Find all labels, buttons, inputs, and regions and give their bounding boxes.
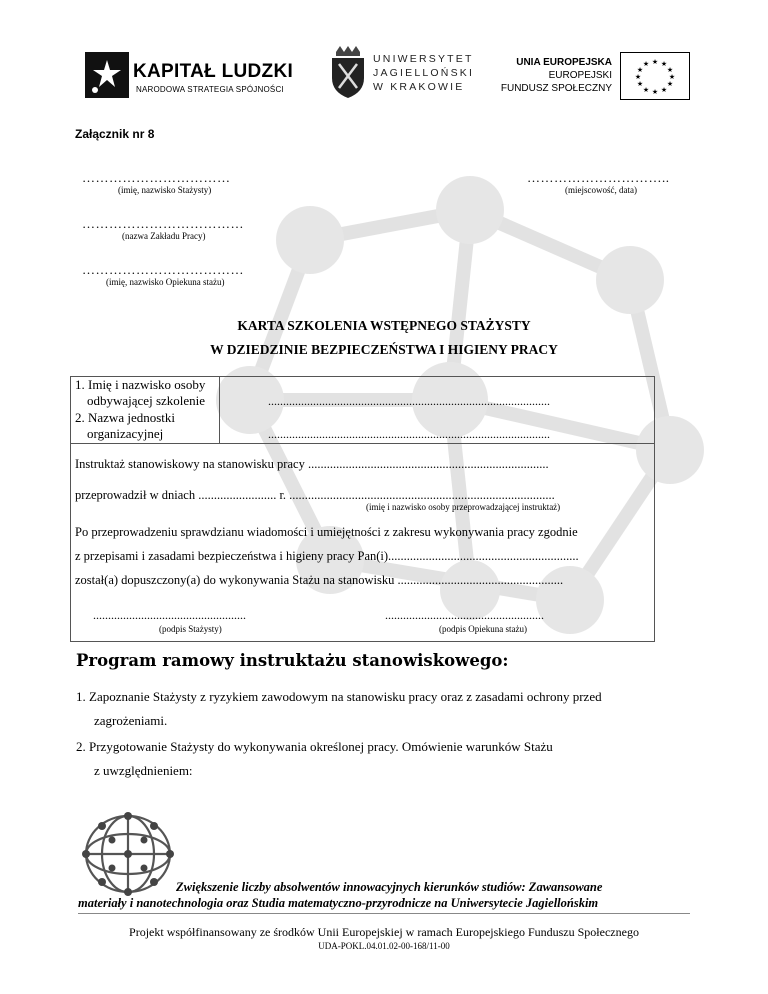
trainee-signature-caption: (podpis Stażysty) [159, 624, 222, 634]
place-date-line[interactable]: ………………………….. [527, 170, 670, 185]
training-card-box [70, 376, 655, 642]
footer-divider [78, 913, 690, 914]
footer-italic-line1: Zwiększenie liczby absolwentów innowacyjnych kierunków studiów: Zawansowane [176, 880, 603, 894]
row1-label-b: odbywającej szkolenie [87, 393, 206, 408]
trainee-name-line[interactable]: …………………………… [82, 170, 231, 185]
instruction-line[interactable]: Instruktaż stanowiskowy na stanowisku pracy ............................................................................. [75, 457, 549, 471]
molecule-logo-icon [82, 812, 174, 896]
para-line2[interactable]: z przepisami i zasadami bezpieczeństwa i higieny pracy Pan(i)............................................................. [75, 549, 579, 563]
trainee-name-caption: (imię, nazwisko Stażysty) [118, 185, 212, 195]
uj-line2: JAGIELLOŃSKI [373, 67, 475, 79]
uj-line3: W KRAKOWIE [373, 81, 465, 93]
row1-label-a: 1. Imię i nazwisko osoby [75, 377, 206, 392]
program-item-1 [76, 685, 696, 733]
kapital-ludzki-title: KAPITAŁ LUDZKI [133, 61, 294, 82]
row2-label-b: organizacyjnej [87, 426, 164, 441]
box-divider [71, 443, 654, 444]
row1-label [75, 377, 205, 409]
company-name-caption: (nazwa Zakładu Pracy) [122, 231, 206, 241]
row2-label-a: 2. Nazwa jednostki [75, 410, 176, 425]
svg-text:★: ★ [651, 88, 659, 96]
svg-text:★: ★ [636, 66, 644, 74]
company-name-line[interactable]: ……………………………… [82, 216, 244, 231]
kapital-ludzki-subtitle: NARODOWA STRATEGIA SPÓJNOŚCI [136, 85, 284, 94]
row2-label [75, 410, 175, 442]
eu-line2: EUROPEJSKI [548, 70, 612, 81]
uj-name [373, 52, 474, 94]
svg-text:★: ★ [634, 73, 642, 81]
eu-line1: UNIA EUROPEJSKA [516, 57, 612, 68]
title-line1: KARTA SZKOLENIA WSTĘPNEGO STAŻYSTY [237, 318, 531, 333]
program-item-2 [76, 735, 696, 783]
conducted-line[interactable]: przeprowadził w dniach ......................... r. ..................................................................................... [75, 488, 555, 502]
svg-text:★: ★ [660, 60, 668, 68]
program-title: Program ramowy instruktażu stanowiskowego: [76, 651, 509, 670]
place-date-caption: (miejscowość, data) [565, 185, 637, 195]
footer-line1: Projekt współfinansowany ze środków Unii Europejskiej w ramach Europejskiego Funduszu Społecznego [129, 925, 639, 939]
para-line1: Po przeprowadzeniu sprawdzianu wiadomości i umiejętności z zakresu wykonywania pracy zgodnie [75, 525, 578, 539]
eu-line3: FUNDUSZ SPOŁECZNY [500, 83, 612, 94]
annex-label: Załącznik nr 8 [75, 127, 155, 141]
svg-text:★: ★ [666, 66, 674, 74]
supervisor-name-caption: (imię, nazwisko Opiekuna stażu) [106, 277, 225, 287]
program-item-1-line-b: zagrożeniami. [94, 713, 168, 728]
eu-text [472, 56, 612, 95]
svg-text:★: ★ [668, 73, 676, 81]
uj-crest-icon [330, 46, 366, 98]
svg-text:★: ★ [642, 60, 650, 68]
uj-line1: UNIWERSYTET [373, 53, 474, 65]
supervisor-name-line[interactable]: ……………………………… [82, 262, 244, 277]
footer-line2: UDA-POKL.04.01.02-00-168/11-00 [318, 941, 450, 951]
supervisor-signature-caption: (podpis Opiekuna stażu) [439, 624, 527, 634]
row1-input-line[interactable]: .............................................................................................. [268, 394, 550, 408]
footer-italic-line2: materiały i nanotechnologia oraz Studia matematyczno-przyrodnicze na Uniwersytecie Jagiellońskim [78, 896, 599, 910]
kapital-ludzki-logo-icon [85, 52, 129, 98]
trainee-signature-line[interactable]: ................................................... [93, 608, 246, 622]
svg-text:★: ★ [660, 86, 668, 94]
row2-input-line[interactable]: .............................................................................................. [268, 427, 550, 441]
program-item-2-line-a: 2. Przygotowanie Stażysty do wykonywania określonej pracy. Omówienie warunków Stażu [76, 739, 553, 754]
eu-flag-icon [620, 52, 690, 100]
svg-text:★: ★ [642, 86, 650, 94]
conducted-caption: (imię i nazwisko osoby przeprowadzającej instruktaż) [366, 502, 561, 512]
para-line3[interactable]: został(a) dopuszczony(a) do wykonywania Stażu na stanowisku ..................................................... [75, 573, 564, 587]
program-item-1-line-a: 1. Zapoznanie Stażysty z ryzykiem zawodowym na stanowisku pracy oraz z zasadami ochrony przed [76, 689, 602, 704]
svg-text:★: ★ [666, 80, 674, 88]
svg-text:★: ★ [636, 80, 644, 88]
svg-text:★: ★ [651, 58, 659, 66]
title-line2: W DZIEDZINIE BEZPIECZEŃSTWA I HIGIENY PRACY [210, 342, 558, 357]
program-item-2-line-b: z uwzględnieniem: [94, 763, 193, 778]
supervisor-signature-line[interactable]: ..................................................... [385, 608, 544, 622]
